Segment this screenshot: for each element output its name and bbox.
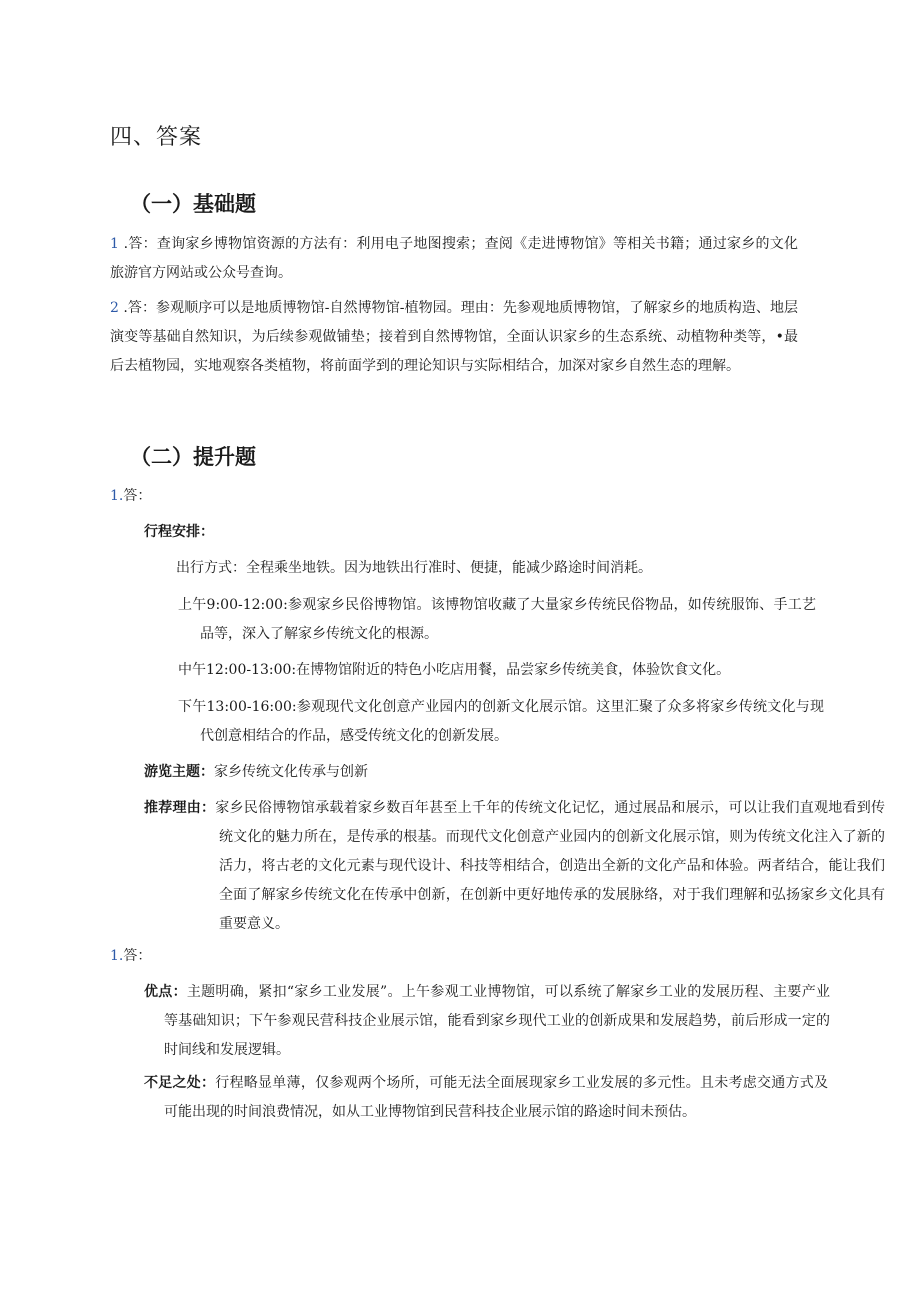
schedule-label: 行程安排： — [144, 524, 214, 540]
tour-theme — [144, 758, 784, 787]
answer-number: 1 — [110, 236, 119, 252]
cons-label: 不足之处： — [144, 1075, 216, 1091]
tour-theme-text: 家乡传统文化传承与创新 — [214, 764, 368, 780]
advanced-answer-2-label — [110, 942, 410, 971]
answer-label: 答： — [123, 488, 152, 504]
pros-label: 优点： — [144, 984, 187, 1000]
page-title: 四、答案 — [110, 125, 203, 150]
answer-number: 2 — [110, 300, 119, 316]
noon-text: 中午12:00-13:00:在博物馆附近的特色小吃店用餐，品尝家乡传统美食，体验饮食文化。 — [178, 662, 731, 678]
answer-text: .答：查询家乡博物馆资源的方法有：利用电子地图搜索；查阅《走进博物馆》等相关书籍；通过家乡的文化旅游官方网站或公众号查询。 — [110, 236, 798, 281]
morning-text: 上午9:00-12:00:参观家乡民俗博物馆。该博物馆收藏了大量家乡传统民俗物品，如传统服饰、手工艺品等，深入了解家乡传统文化的根源。 — [178, 597, 816, 642]
section-heading-basic: （一）基础题 — [130, 192, 256, 216]
recommend-reason-text: 家乡民俗博物馆承载着家乡数百年甚至上千年的传统文化记忆，通过展品和展示，可以让我们直观地看到传统文化的魅力所在，是传承的根基。而现代文化创意产业园内的创新文化展示馆，则为传统文化注入了新的活力，将古老的文化元素与现代设计、科技等相结合，创造出全新的文化产品和体验。两者结合，能让我们全面了解家乡传统文化在传承中创新，在创新中更好地传承的发展脉络，对于我们理解和弘扬家乡文化具有重要意义。 — [215, 800, 886, 932]
afternoon-text: 下午13:00-16:00:参观现代文化创意产业园内的创新文化展示馆。这里汇聚了众多将家乡传统文化与现代创意相结合的作品，感受传统文化的创新发展。 — [178, 699, 824, 744]
pros-paragraph — [144, 978, 830, 1065]
recommend-reason-label: 推荐理由： — [144, 800, 216, 816]
answer-text: .答：参观顺序可以是地质博物馆-自然博物馆-植物园。理由：先参观地质博物馆，了解家乡的地质构造、地层演变等基础自然知识，为后续参观做铺垫；接着到自然博物馆，全面认识家乡的生态系统、动植物种类等，•最后去植物园，实地观察各类植物，将前面学到的理论知识与实际相结合，加深对家乡自然生态的理解。 — [110, 300, 798, 374]
recommend-reason — [144, 794, 885, 939]
answer-number: 1. — [110, 488, 124, 504]
cons-paragraph — [144, 1069, 828, 1127]
pros-text: 主题明确，紧扣“家乡工业发展”。上午参观工业博物馆，可以系统了解家乡工业的发展历程、主要产业等基础知识；下午参观民营科技企业展示馆，能看到家乡现代工业的创新成果和发展趋势，前后形成一定的时间线和发展逻辑。 — [164, 984, 831, 1058]
tour-theme-label: 游览主题： — [144, 764, 214, 780]
basic-answer-2 — [110, 294, 798, 381]
cons-text: 行程略显单薄，仅参观两个场所，可能无法全面展现家乡工业发展的多元性。且未考虑交通方式及可能出现的时间浪费情况，如从工业博物馆到民营科技企业展示馆的路途时间未预估。 — [164, 1075, 829, 1120]
answer-number: 1. — [110, 948, 124, 964]
answer-label: 答： — [123, 948, 152, 964]
basic-answer-1 — [110, 230, 798, 288]
transport-text: 出行方式：全程乘坐地铁。因为地铁出行准时、便捷，能减少路途时间消耗。 — [176, 560, 652, 576]
section-heading-advanced: （二）提升题 — [130, 445, 256, 469]
advanced-answer-1-label — [110, 482, 410, 511]
